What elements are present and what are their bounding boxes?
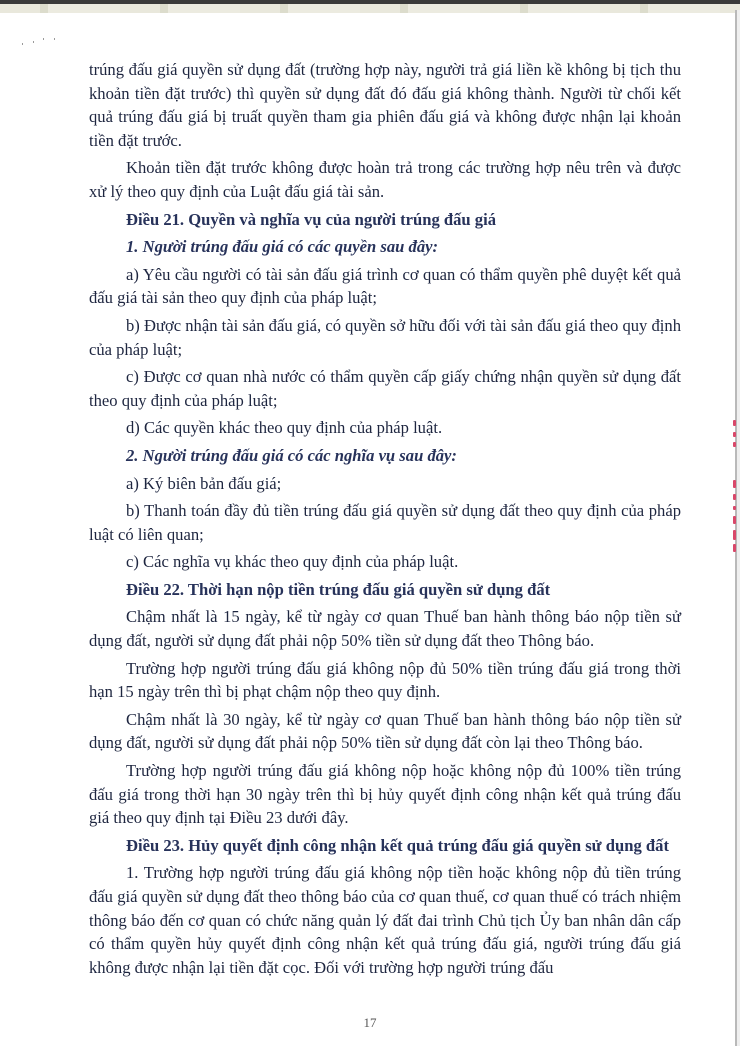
- document-page: [89, 58, 681, 979]
- obligations-item-c: c) Các nghĩa vụ khác theo quy định của pháp luật.: [126, 552, 459, 572]
- speck: [22, 43, 23, 45]
- article-23-clause-1: 1. Trường hợp người trúng đấu giá không nộp tiền hoặc không nộp đủ tiền trúng đấu giá quyền sử dụng đất theo thông báo của cơ quan thuế, cơ quan thuế có trách nhiệm thông báo đến cơ quan có chức năng quản lý đất đai trình Chủ tịch Ủy ban nhân dân cấp có thẩm quyền hủy quyết định công nhận kết quả trúng đấu giá, người trúng đấu giá không được nhận lại tiền đặt cọc. Đối với trường hợp người trúng đấu: [89, 863, 681, 977]
- article-22-heading: Điều 22. Thời hạn nộp tiền trúng đấu giá quyền sử dụng đất: [126, 579, 551, 599]
- late-payment-penalty: Trường hợp người trúng đấu giá không nộp đủ 50% tiền trúng đấu giá trong thời hạn 15 ngày trên thì bị phạt chậm nộp theo quy định.: [89, 658, 681, 702]
- payment-15-days: Chậm nhất là 15 ngày, kể từ ngày cơ quan Thuế ban hành thông báo nộp tiền sử dụng đất, người sử dụng đất phải nộp 50% tiền sử dụng đất theo Thông báo.: [89, 607, 681, 651]
- rights-item-d: d) Các quyền khác theo quy định của pháp luật.: [126, 418, 443, 438]
- scan-specks: [18, 38, 58, 48]
- non-payment-cancellation: Trường hợp người trúng đấu giá không nộp hoặc không nộp đủ 100% tiền trúng đấu giá trong thời hạn 30 ngày trên thì bị hủy quyết định công nhận kết quả trúng đấu giá theo quy định tại Điều 23 dưới đây.: [89, 761, 681, 828]
- rights-item-a: a) Yêu cầu người có tài sản đấu giá trình cơ quan có thẩm quyền phê duyệt kết quả đấu giá tài sản theo quy định của pháp luật;: [89, 264, 681, 308]
- rights-item-c: c) Được cơ quan nhà nước có thẩm quyền cấp giấy chứng nhận quyền sử dụng đất theo quy định của pháp luật;: [89, 367, 681, 410]
- scan-edge-band: [0, 4, 740, 13]
- payment-30-days: Chậm nhất là 30 ngày, kể từ ngày cơ quan Thuế ban hành thông báo nộp tiền sử dụng đất, người sử dụng đất phải nộp 50% tiền sử dụng đất còn lại theo Thông báo.: [89, 709, 681, 753]
- obligations-item-b: b) Thanh toán đầy đủ tiền trúng đấu giá quyền sử dụng đất theo quy định của pháp luật có liên quan;: [89, 501, 681, 544]
- article-21-heading: Điều 21. Quyền và nghĩa vụ của người trúng đấu giá: [126, 209, 496, 229]
- speck: [43, 38, 44, 40]
- paragraph-deposit-refund: Khoản tiền đặt trước không được hoàn trả trong các trường hợp nêu trên và được xử lý theo quy định của Luật đấu giá tài sản.: [89, 158, 681, 201]
- article-21-rights-subheading: 1. Người trúng đấu giá có các quyền sau đây:: [126, 237, 439, 257]
- article-23-heading: Điều 23. Hủy quyết định công nhận kết quả trúng đấu giá quyền sử dụng đất: [126, 835, 669, 855]
- page-number: 17: [363, 1015, 377, 1030]
- article-21-obligations-subheading: 2. Người trúng đấu giá có các nghĩa vụ sau đây:: [126, 445, 457, 465]
- obligations-item-a: a) Ký biên bản đấu giá;: [126, 473, 282, 493]
- speck: [33, 41, 34, 43]
- paragraph-continued: trúng đấu giá quyền sử dụng đất (trường hợp này, người trả giá liền kề không bị tịch thu khoản tiền đặt trước) thì quyền sử dụng đất đó đấu giá không thành. Người từ chối kết quả trúng đấu giá bị truất quyền tham gia phiên đấu giá và không được nhận lại khoản tiền đặt trước.: [89, 60, 681, 150]
- red-stamp-mark: [733, 420, 737, 570]
- rights-item-b: b) Được nhận tài sản đấu giá, có quyền sở hữu đối với tài sản đấu giá theo quy định của pháp luật;: [89, 315, 681, 359]
- speck: [54, 38, 55, 40]
